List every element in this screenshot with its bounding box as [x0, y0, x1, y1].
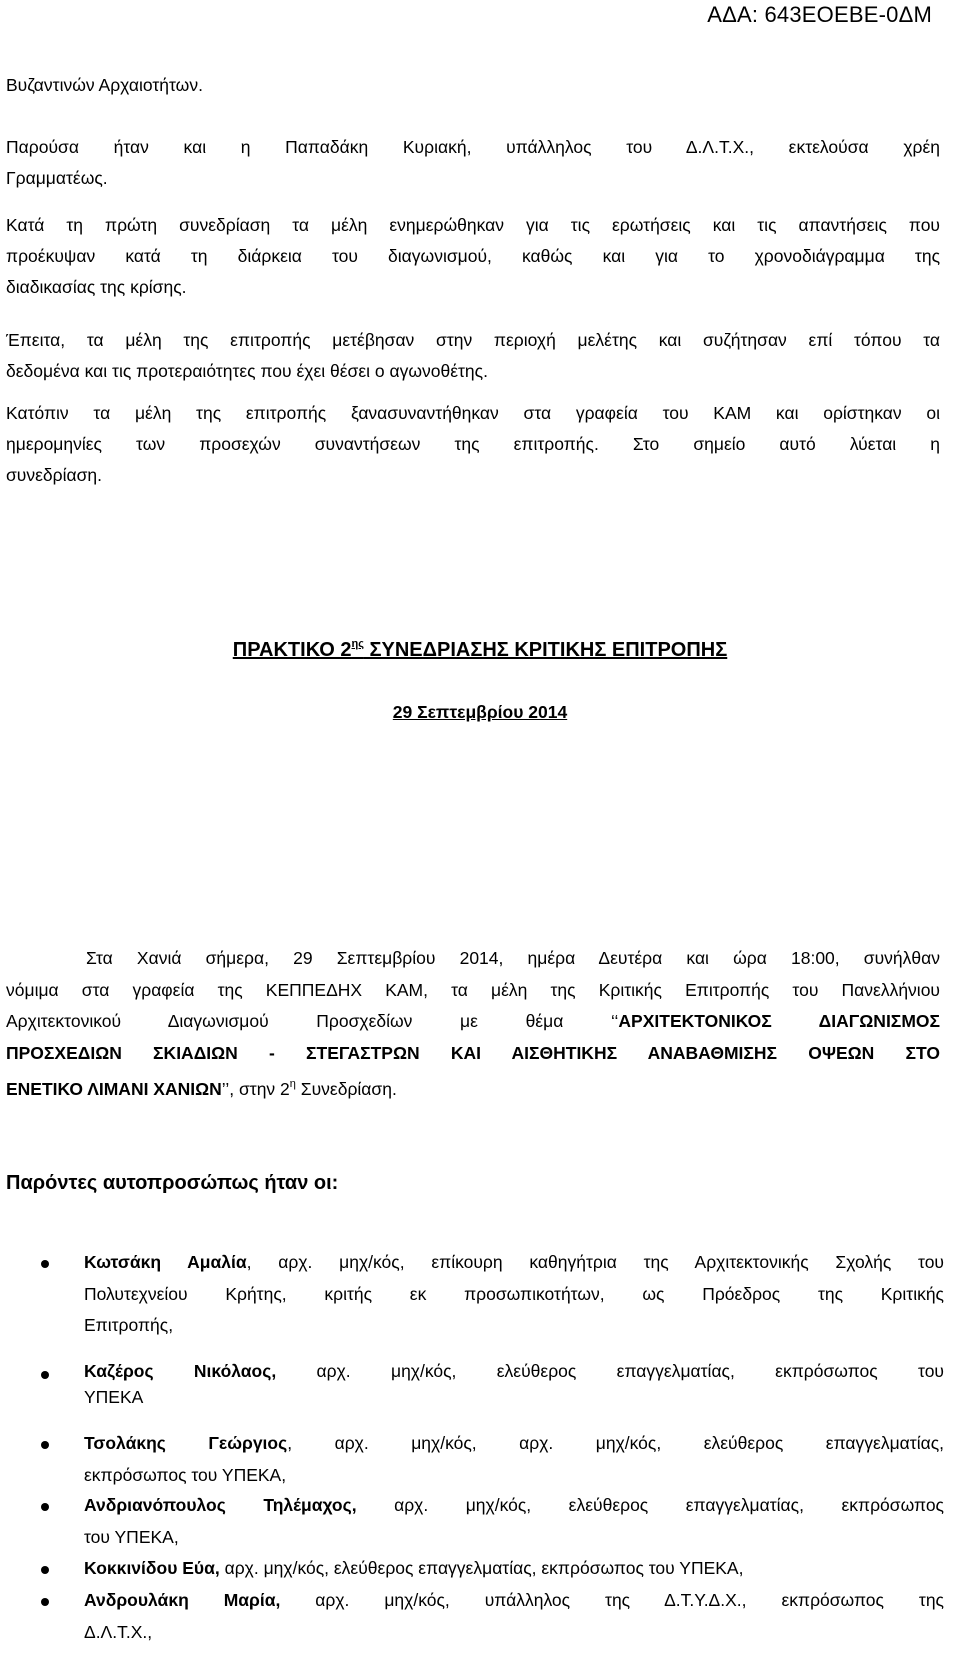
text-line	[84, 1428, 944, 1460]
list-item	[84, 1428, 944, 1491]
superscript: η	[289, 1078, 296, 1090]
member-name: Κωτσάκη Αμαλία	[84, 1252, 247, 1272]
text-line: νόμιμα στα γραφεία της ΚΕΠΠΕΔΗΧ ΚΑΜ, τα μέλη της Κριτικής Επιτροπής του Πανελλήνιου	[6, 979, 940, 1000]
paragraph-secretary	[6, 132, 940, 194]
member-role: , αρχ. μηχ/κός, επίκουρη καθηγήτρια της Αρχιτεκτονικής Σχολής του	[246, 1252, 944, 1272]
text-run: ’’, στην 2	[221, 1079, 290, 1099]
competition-title: ΠΡΟΣΧΕΔΙΩΝ ΣΚΙΑΔΙΩΝ - ΣΤΕΓΑΣΤΡΩΝ ΚΑΙ ΑΙΣΘΗΤΙΚΗΣ ΑΝΑΒΑΘΜΙΣΗΣ ΟΨΕΩΝ ΣΤΟ	[6, 1042, 940, 1063]
bullet-icon	[41, 1598, 49, 1606]
text-run: Αρχιτεκτονικού Διαγωνισμού Προσχεδίων με θέμα ‘‘	[6, 1011, 619, 1031]
member-role: αρχ. μηχ/κός, ελεύθερος επαγγελματίας, εκπρόσωπος	[356, 1495, 944, 1515]
text-line: Δ.Λ.Τ.Χ.,	[84, 1621, 153, 1642]
text-line	[6, 1006, 940, 1038]
paragraph-closing	[6, 398, 940, 491]
text-line	[84, 1585, 944, 1617]
text-line: Έπειτα, τα μέλη της επιτροπής μετέβησαν στην περιοχή μελέτης και συζήτησαν επί τόπου τα	[6, 330, 940, 350]
text-line	[84, 1358, 944, 1384]
text-line: δεδομένα και τις προτεραιότητες που έχει θέσει ο αγωνοθέτης.	[6, 361, 488, 381]
member-role: αρχ. μηχ/κός, ελεύθερος επαγγελματίας, εκπρόσωπος του	[276, 1361, 945, 1381]
text-line: εκπρόσωπος του ΥΠΕΚΑ,	[84, 1464, 287, 1485]
minutes-title	[0, 638, 960, 662]
bullet-icon	[41, 1503, 49, 1511]
text-line: Στα Χανιά σήμερα, 29 Σεπτεμβρίου 2014, ημέρα Δευτέρα και ώρα 18:00, συνήλθαν	[86, 948, 940, 968]
text-line: διαδικασίας της κρίσης.	[6, 277, 187, 297]
paragraph-line: Βυζαντινών Αρχαιοτήτων.	[6, 75, 203, 95]
text-line: Κατόπιν τα μέλη της επιτροπής ξανασυναντήθηκαν στα γραφεία του ΚΑΜ και ορίστηκαν οι	[6, 403, 940, 423]
text-line	[84, 1490, 944, 1522]
paragraph-first-meeting	[6, 210, 940, 303]
member-name: Ανδρουλάκη Μαρία,	[84, 1590, 281, 1610]
title-part: ΠΡΑΚΤΙΚΟ 2	[232, 639, 352, 661]
bullet-icon	[41, 1371, 49, 1379]
text-line: προέκυψαν κατά τη διάρκεια του διαγωνισμού, καθώς και για το χρονοδιάγραμμα της	[6, 246, 940, 266]
list-item	[84, 1358, 944, 1410]
member-role: , αρχ. μηχ/κός, αρχ. μηχ/κός, ελεύθερος επαγγελματίας,	[287, 1433, 944, 1453]
member-name: Κοκκινίδου Εύα,	[84, 1558, 220, 1578]
member-role: αρχ. μηχ/κός, υπάλληλος της Δ.Τ.Υ.Δ.Χ., εκπρόσωπος της	[280, 1590, 944, 1610]
minutes-date: 29 Σεπτεμβρίου 2014	[392, 702, 568, 722]
text-line: Επιτροπής,	[84, 1315, 174, 1335]
competition-title: ΕΝΕΤΙΚΟ ΛΙΜΑΝΙ ΧΑΝΙΩΝ	[6, 1079, 222, 1099]
competition-title: ΑΡΧΙΤΕΚΤΟΝΙΚΟΣ ΔΙΑΓΩΝΙΣΜΟΣ	[618, 1011, 941, 1031]
member-name: Ανδριανόπουλος Τηλέμαχος,	[84, 1495, 357, 1515]
intro-paragraph	[6, 943, 940, 1106]
text-line: του ΥΠΕΚΑ,	[84, 1526, 179, 1547]
text-run: Συνεδρίαση.	[295, 1079, 397, 1099]
text-line: συνεδρίαση.	[6, 465, 103, 485]
text-line	[84, 1553, 944, 1585]
list-item	[84, 1247, 944, 1342]
text-line: Γραμματέως.	[6, 168, 108, 188]
paragraph-site-visit	[6, 325, 940, 387]
member-name: Τσολάκης Γεώργιος	[84, 1433, 288, 1453]
member-role: αρχ. μηχ/κός, ελεύθερος επαγγελματίας, εκπρόσωπος του ΥΠΕΚΑ,	[219, 1558, 744, 1578]
bullet-icon	[41, 1441, 49, 1449]
title-part: ΣΥΝΕΔΡΙΑΣΗΣ ΚΡΙΤΙΚΗΣ ΕΠΙΤΡΟΠΗΣ	[363, 639, 728, 661]
ada-code: ΑΔΑ: 643ΕΟΕΒΕ-0ΔΜ	[707, 2, 932, 27]
title-superscript: ης	[351, 638, 364, 650]
text-line: ΥΠΕΚΑ	[84, 1387, 144, 1407]
text-line: Κατά τη πρώτη συνεδρίαση τα μέλη ενημερώθηκαν για τις ερωτήσεις και τις απαντήσεις που	[6, 215, 940, 235]
text-line	[6, 1038, 940, 1070]
member-name: Καζέρος Νικόλαος,	[84, 1361, 277, 1381]
present-heading: Παρόντες αυτοπροσώπως ήταν οι:	[6, 1172, 339, 1194]
list-item	[84, 1585, 944, 1648]
text-line: Πολυτεχνείου Κρήτης, κριτής εκ προσωπικοτήτων, ως Πρόεδρος της Κριτικής	[84, 1283, 944, 1304]
list-item	[84, 1490, 944, 1553]
text-line	[6, 1069, 940, 1106]
bullet-icon	[41, 1260, 49, 1268]
text-line: ημερομηνίες των προσεχών συναντήσεων της επιτροπής. Στο σημείο αυτό λύεται η	[6, 434, 940, 454]
bullet-icon	[41, 1566, 49, 1574]
text-line	[84, 1247, 944, 1279]
text-line: Παρούσα ήταν και η Παπαδάκη Κυριακή, υπάλληλος του Δ.Λ.Τ.Χ., εκτελούσα χρέη	[6, 137, 940, 157]
list-item	[84, 1553, 944, 1585]
